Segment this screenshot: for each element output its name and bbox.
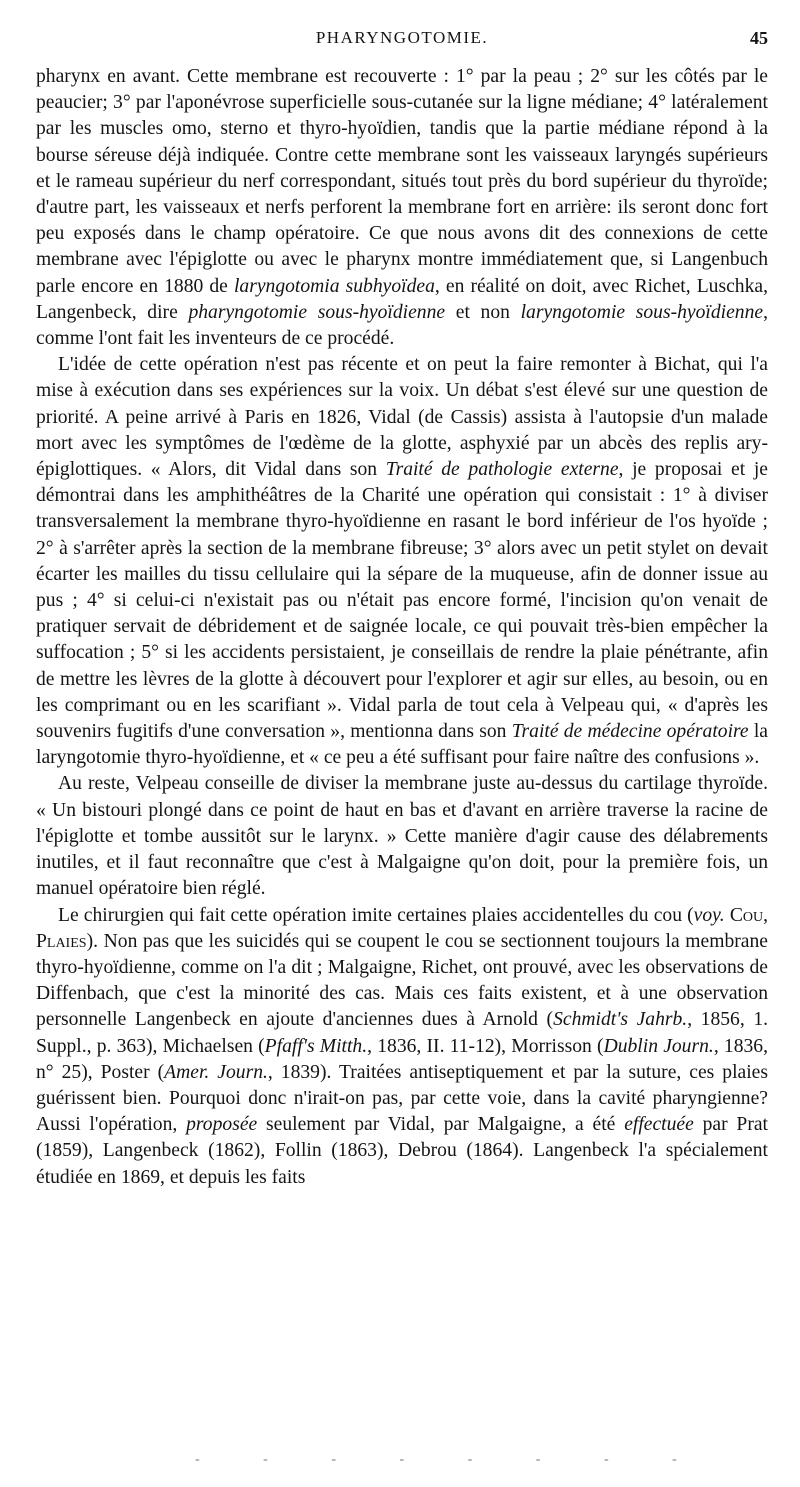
text-run: , 1836, n° 25), Poster ( — [36, 1035, 768, 1083]
footer-print-marks: - - - - - - - - — [195, 1452, 707, 1467]
text-run: pharynx en avant. Cette membrane est recouverte : 1° par la peau ; 2° sur les côtés par le peaucier; 3° par l'aponévrose superficielle sous-cutanée sur la ligne médiane; 4° latéralement par les muscles omo, sterno et thyro-hyoïdien, tandis que la partie médiane répond à la bourse séreuse déjà indiquée. Contre cette membrane sont les vaisseaux laryngés supérieurs et le rameau supérieur du nerf correspondant, situés tout près du bord supérieur du thyroïde; d'autre part, les vaisseaux et nerfs perforent la membrane fort en arrière: ils seront donc fort peu exposés dans le champ opératoire. Ce que nous avons dit des connexions de cette membrane avec l'épiglotte ou avec le pharynx montre immédiatement que, si Langenbuch parle encore en 1880 de — [36, 66, 768, 297]
text-run: seulement par Vidal, par Malgaigne, a été — [257, 1114, 625, 1136]
text-run: L'idée de cette opération n'est pas récente et on peut la faire remonter à Bichat, qui l'a mise à exécution dans ses expériences sur la voix. Un débat s'est élevé sur une question de priorité. A peine arrivé à Paris en 1826, Vidal (de Cassis) assista à l'autopsie d'un malade mort avec les symptômes de l'œdème de la glotte, asphyxié par un abcès des replis ary-épiglottiques. « Alors, dit Vidal dans son — [36, 354, 768, 481]
italic-text: proposée — [186, 1114, 258, 1136]
text-run: et non — [445, 301, 521, 323]
text-run: , 1839). Traitées antiseptiquement et par la suture, ces plaies guérissent bien. Pourquoi donc n'irait-on pas, par cette voie, dans la cavité pharyngienne? Aussi l'opération, — [36, 1061, 768, 1136]
italic-text: pharyngotomie sous-hyoïdienne — [188, 301, 446, 323]
text-run: Au reste, Velpeau conseille de diviser la membrane juste au-dessus du cartilage thyroïde. « Un bistouri plongé dans ce point de haut en bas et d'avant en arrière traverse la racine de l'épiglotte et tombe aussitôt sur le larynx. » Cette manière d'agir cause des délabrements inutiles, et il faut reconnaître que c'est à Malgaigne qu'on doit, pour la première fois, un manuel opératoire bien réglé. — [36, 773, 768, 900]
small-caps-text: Cou, Plaies — [36, 904, 769, 952]
italic-text: effectuée — [624, 1114, 694, 1136]
text-run: , 1856, 1. Suppl., p. 363), Michaelsen ( — [36, 1009, 769, 1057]
text-run: , je proposai et je démontrai dans les amphithéâtres de la Charité une opération qui consistait : 1° à diviser transversalement la membrane thyro-hyoïdienne en rasant le bord inférieur de l'os hyoïde ; 2° à s'arrêter après la section de la membrane fibreuse; 3° alors avec un petit stylet on devait écarter les mailles du tissu cellulaire qui la sépare de la muqueuse, afin de donner issue au pus ; 4° si celui-ci n'existait pas ou n'était pas encore formé, l'incision qu'on venait de pratiquer servait de débridement et de saignée locale, ce qui pouvait très-bien empêcher la suffocation ; 5° si les accidents persistaient, je conseillais de rendre la plaie pénétrante, afin de mettre les lèvres de la glotte à découvert pour l'explorer et agir sur elles, au besoin, ou en les comprimant ou en les scarifiant ». Vidal parla de tout cela à Velpeau qui, « d'après les souvenirs fugitifs d'une conversation », mentionna dans son — [36, 459, 768, 743]
text-run: la laryngotomie thyro-hyoïdienne, et « ce peu a été suffisant pour faire naître des confusions ». — [36, 721, 768, 769]
paragraph-1 — [36, 64, 768, 352]
text-run: ). Non pas que les suicidés qui se coupent le cou se sectionnent toujours la membrane thyro-hyoïdienne, comme on l'a dit ; Malgaigne, Richet, ont prouvé, avec les observations de Diffenbach, que c'est la minorité des cas. Mais ces faits existent, et à une observation personnelle Langenbeck en ajoute d'anciennes dues à Arnold ( — [36, 930, 768, 1031]
paragraph-3 — [36, 771, 768, 902]
text-run: par Prat (1859), Langenbeck (1862), Follin (1863), Debrou (1864). Langenbeck l'a spécialement étudiée en 1869, et depuis les faits — [36, 1114, 768, 1188]
italic-text: laryngotomie sous-hyoïdienne — [520, 301, 764, 323]
italic-text: Amer. Journ. — [164, 1061, 268, 1083]
text-run: , comme l'ont fait les inventeurs de ce procédé. — [36, 301, 768, 350]
page-number: 45 — [750, 28, 768, 48]
italic-text: voy. — [693, 904, 725, 926]
text-run: Le chirurgien qui fait cette opération imite certaines plaies accidentelles du cou ( — [58, 904, 694, 926]
italic-text: laryngotomia subhyoïdea — [233, 275, 435, 297]
italic-text: Traité de pathologie externe — [385, 459, 619, 481]
paragraph-4 — [36, 903, 768, 1191]
text-run: , 1836, II. 11-12), Morrisson ( — [367, 1035, 604, 1057]
italic-text: Schmidt's Jahrb. — [553, 1009, 688, 1031]
text-run: , en réalité on doit, avec Richet, Luschka, Langenbeck, dire — [36, 275, 768, 323]
paragraph-2 — [36, 352, 768, 771]
italic-text: Pfaff's Mitth. — [264, 1035, 368, 1057]
italic-text: Dublin Journ. — [603, 1035, 714, 1057]
page-body — [36, 64, 768, 1191]
running-header — [36, 28, 768, 52]
running-title: PHARYNGOTOMIE. — [315, 28, 489, 47]
italic-text: Traité de médecine opératoire — [511, 721, 749, 743]
